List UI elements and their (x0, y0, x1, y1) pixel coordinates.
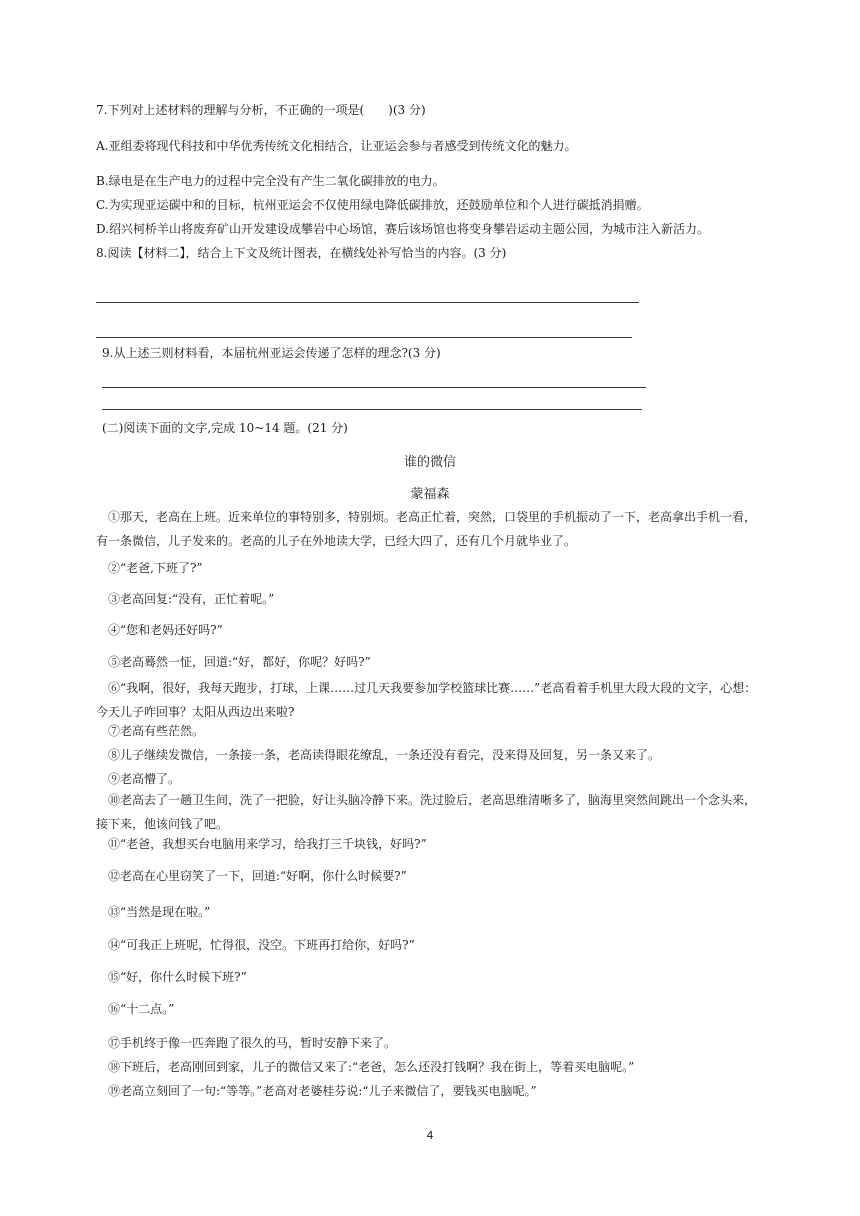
section-2-heading: (二)阅读下面的文字,完成 10~14 题。(21 分) (102, 421, 348, 435)
paragraph-1: ①那天，老高在上班。近来单位的事特别多，特别烦。老高正忙着，突然，口袋里的手机振动了一下，老高拿出手机一看，有一条微信，儿子发来的。老高的儿子在外地读大学，已经大四了，还有几个月就毕业了。 (96, 510, 757, 548)
paragraph-12: ⑫老高在心里窃笑了一下，回道:“好啊，你什么时候要?” (108, 869, 407, 883)
paragraph-5: ⑤老高蓦然一怔，回道:“好，都好，你呢？好吗?” (108, 655, 371, 669)
option-7d: D.绍兴柯桥羊山将废弃矿山开发建设成攀岩中心场馆，赛后该场馆也将变身攀岩运动主题公园，为城市注入新活力。 (96, 222, 710, 236)
paragraph-14: ⑭“可我正上班呢，忙得很，没空。下班再打给你，好吗?” (108, 938, 415, 952)
paragraph-7: ⑦老高有些茫然。 (108, 724, 205, 738)
paragraph-11: ⑪“老爸，我想买台电脑用来学习，给我打三千块钱，好吗?” (108, 837, 427, 851)
question-9: 9.从上述三则材料看，本届杭州亚运会传递了怎样的理念?(3 分) (102, 346, 441, 360)
question-8: 8.阅读【材料二】，结合上下文及统计图表，在横线处补写恰当的内容。(3 分) (96, 246, 507, 260)
answer-line-8b (96, 337, 632, 338)
paragraph-10: ⑩老高去了一趟卫生间，洗了一把脸，好让头脑冷静下来。洗过脸后，老高思维清晰多了，脑海里突然间跳出一个念头来，接下来，他该问钱了吧。 (96, 793, 757, 831)
page-number: 4 (426, 1129, 434, 1142)
story-author: 蒙福森 (410, 487, 450, 502)
paragraph-4: ④“您和老妈还好吗?” (108, 623, 223, 637)
answer-line-9a (102, 387, 646, 388)
option-7a: A.亚组委将现代科技和中华优秀传统文化相结合，让亚运会参与者感受到传统文化的魅力。 (96, 139, 577, 153)
answer-line-8a (96, 302, 639, 303)
paragraph-17: ⑰手机终于像一匹奔跑了很久的马，暂时安静下来了。 (108, 1036, 397, 1050)
story-title: 谁的微信 (403, 455, 456, 470)
paragraph-16: ⑯“十二点。” (108, 1002, 175, 1016)
option-7c: C.为实现亚运碳中和的目标，杭州亚运会不仅使用绿电降低碳排放，还鼓励单位和个人进行碳抵消捐赠。 (96, 198, 649, 212)
paragraph-3: ③老高回复:“没有，正忙着呢。” (108, 592, 275, 606)
paragraph-2: ②“老爸,下班了?” (108, 561, 203, 575)
paragraph-6: ⑥“我啊，很好，我每天跑步，打球，上课……过几天我要参加学校篮球比赛……”老高看着手机里大段大段的文字，心想：今天儿子咋回事？太阳从西边出来啦? (96, 681, 757, 719)
paragraph-8: ⑧儿子继续发微信，一条接一条，老高读得眼花缭乱，一条还没有看完，没来得及回复，另一条又来了。 (108, 748, 661, 762)
paragraph-9: ⑨老高懵了。 (108, 772, 181, 786)
paragraph-15: ⑮“好，你什么时候下班?” (108, 970, 247, 984)
answer-line-9b (102, 409, 642, 410)
paragraph-19: ⑲老高立刻回了一句:“等等。”老高对老婆桂芬说:“儿子来微信了，要钱买电脑呢。” (108, 1084, 537, 1098)
paragraph-13: ⑬“当然是现在啦。” (108, 905, 211, 919)
question-7: 7.下列对上述材料的理解与分析，不正确的一项是( )(3 分) (96, 103, 426, 117)
option-7b: B.绿电是在生产电力的过程中完全没有产生二氧化碳排放的电力。 (96, 174, 445, 188)
paragraph-18: ⑱下班后，老高刚回到家，儿子的微信又来了:“老爸，怎么还没打钱啊？我在街上，等着买电脑呢。” (108, 1060, 635, 1074)
